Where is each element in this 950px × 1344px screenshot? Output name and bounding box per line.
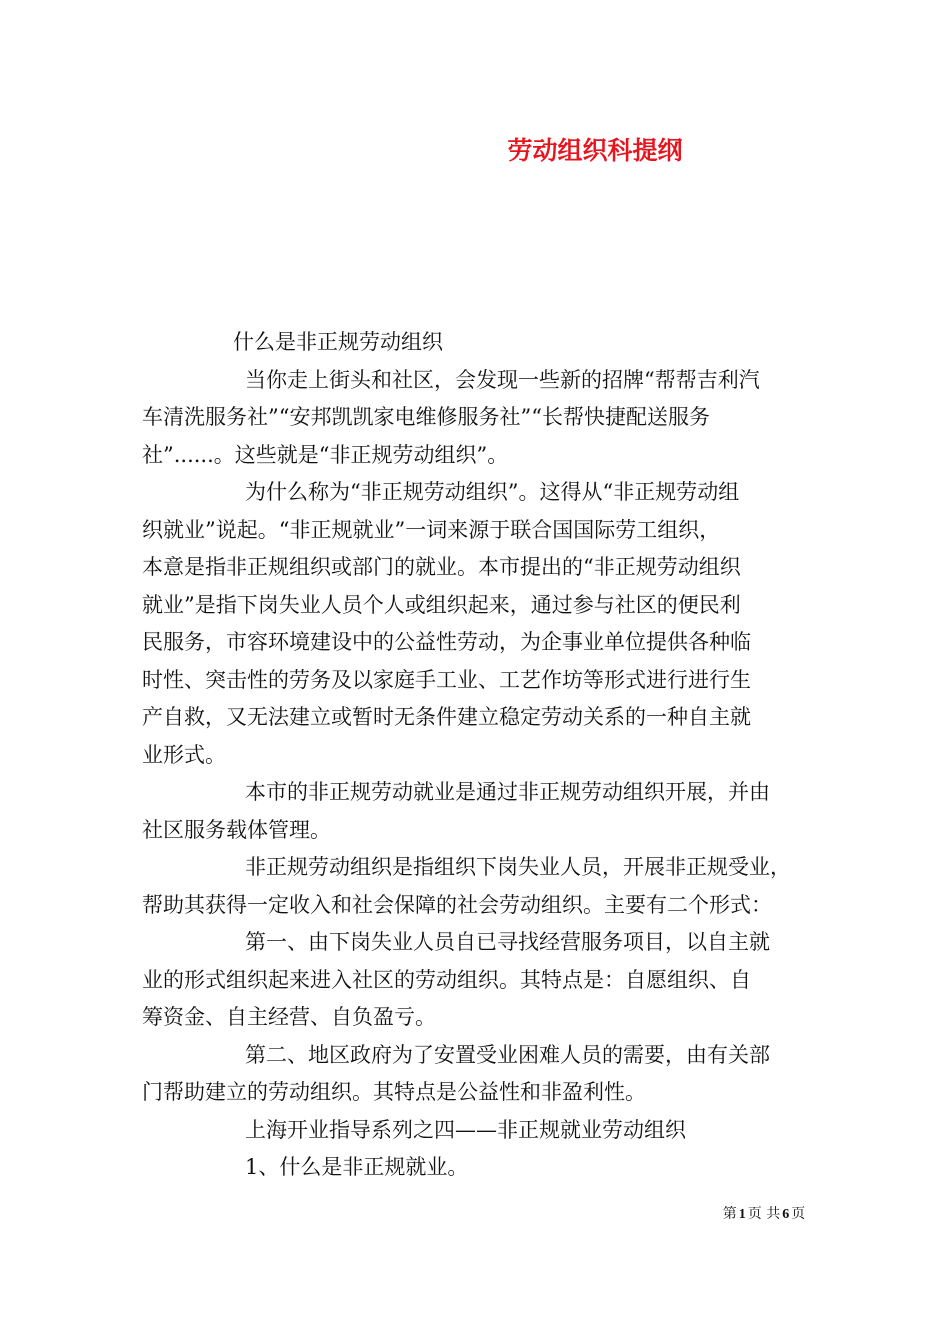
paragraph-line: 本市的非正规劳动就业是通过非正规劳动组织开展，并由 <box>245 780 770 804</box>
paragraph <box>142 1149 807 1187</box>
paragraph-line: 第一、由下岗失业人员自已寻找经营服务项目，以自主就 <box>245 930 770 954</box>
paragraph <box>142 1112 807 1150</box>
footer-suffix: 页 <box>791 1206 806 1222</box>
footer-middle: 页 共 <box>747 1206 781 1222</box>
paragraph-line: 门帮助建立的劳动组织。其特点是公益性和非盈利性。 <box>142 1080 646 1104</box>
total-pages-number: 6 <box>782 1207 790 1222</box>
paragraph-line: 本意是指非正规组织或部门的就业。本市提出的“非正规劳动组织 <box>142 555 741 579</box>
paragraph <box>142 774 807 849</box>
page-footer <box>0 1204 950 1225</box>
paragraph-list <box>142 362 807 1187</box>
footer-prefix: 第 <box>722 1206 737 1222</box>
paragraph-line: 民服务，市容环境建设中的公益性劳动，为企事业单位提供各种临 <box>142 630 751 654</box>
paragraph <box>142 849 807 924</box>
paragraph-line: 当你走上街头和社区，会发现一些新的招牌“帮帮吉利汽 <box>245 367 760 392</box>
paragraph-line: 帮助其获得一定收入和社会保障的社会劳动组织。主要有二个形式： <box>142 892 772 917</box>
paragraph-line: 时性、突击性的劳务及以家庭手工业、工艺作坊等形式进行进行生 <box>142 667 751 692</box>
paragraph-line: 为什么称为“非正规劳动组织”。这得从“非正规劳动组 <box>245 480 740 504</box>
paragraph <box>142 362 807 475</box>
paragraph-line: 业形式。 <box>142 742 226 767</box>
paragraph-line: 织就业”说起。“非正规就业”一词来源于联合国国际劳工组织， <box>142 517 721 542</box>
paragraph <box>142 474 807 774</box>
paragraph <box>142 1037 807 1112</box>
paragraph-line: 非正规劳动组织是指组织下岗失业人员，开展非正规受业， <box>245 855 791 879</box>
paragraph-line: 就业”是指下岗失业人员个人或组织起来，通过参与社区的便民利 <box>142 592 741 617</box>
paragraph-line: 第二、地区政府为了安置受业困难人员的需要，由有关部 <box>245 1042 770 1067</box>
paragraph-line: 社区服务载体管理。 <box>142 817 331 842</box>
paragraph-line: 1、什么是非正规就业。 <box>245 1155 469 1179</box>
current-page-number: 1 <box>738 1207 746 1222</box>
paragraph-line: 业的形式组织起来进入社区的劳动组织。其特点是：自愿组织、自 <box>142 967 751 992</box>
document-title: 劳动组织科提纲 <box>507 136 683 165</box>
document-body <box>142 324 807 1187</box>
paragraph-line: 筹资金、自主经营、自负盈亏。 <box>142 1005 436 1029</box>
paragraph-line: 社”......。这些就是“非正规劳动组织”。 <box>142 442 509 467</box>
paragraph-line: 上海开业指导系列之四——非正规就业劳动组织 <box>245 1117 686 1142</box>
section-heading: 什么是非正规劳动组织 <box>233 330 443 354</box>
paragraph-line: 车清洗服务社”“安邦凯凯家电维修服务社”“长帮快捷配送服务 <box>142 405 710 429</box>
paragraph <box>142 924 807 1037</box>
paragraph-line: 产自救，又无法建立或暂时无条件建立稳定劳动关系的一种自主就 <box>142 705 751 729</box>
